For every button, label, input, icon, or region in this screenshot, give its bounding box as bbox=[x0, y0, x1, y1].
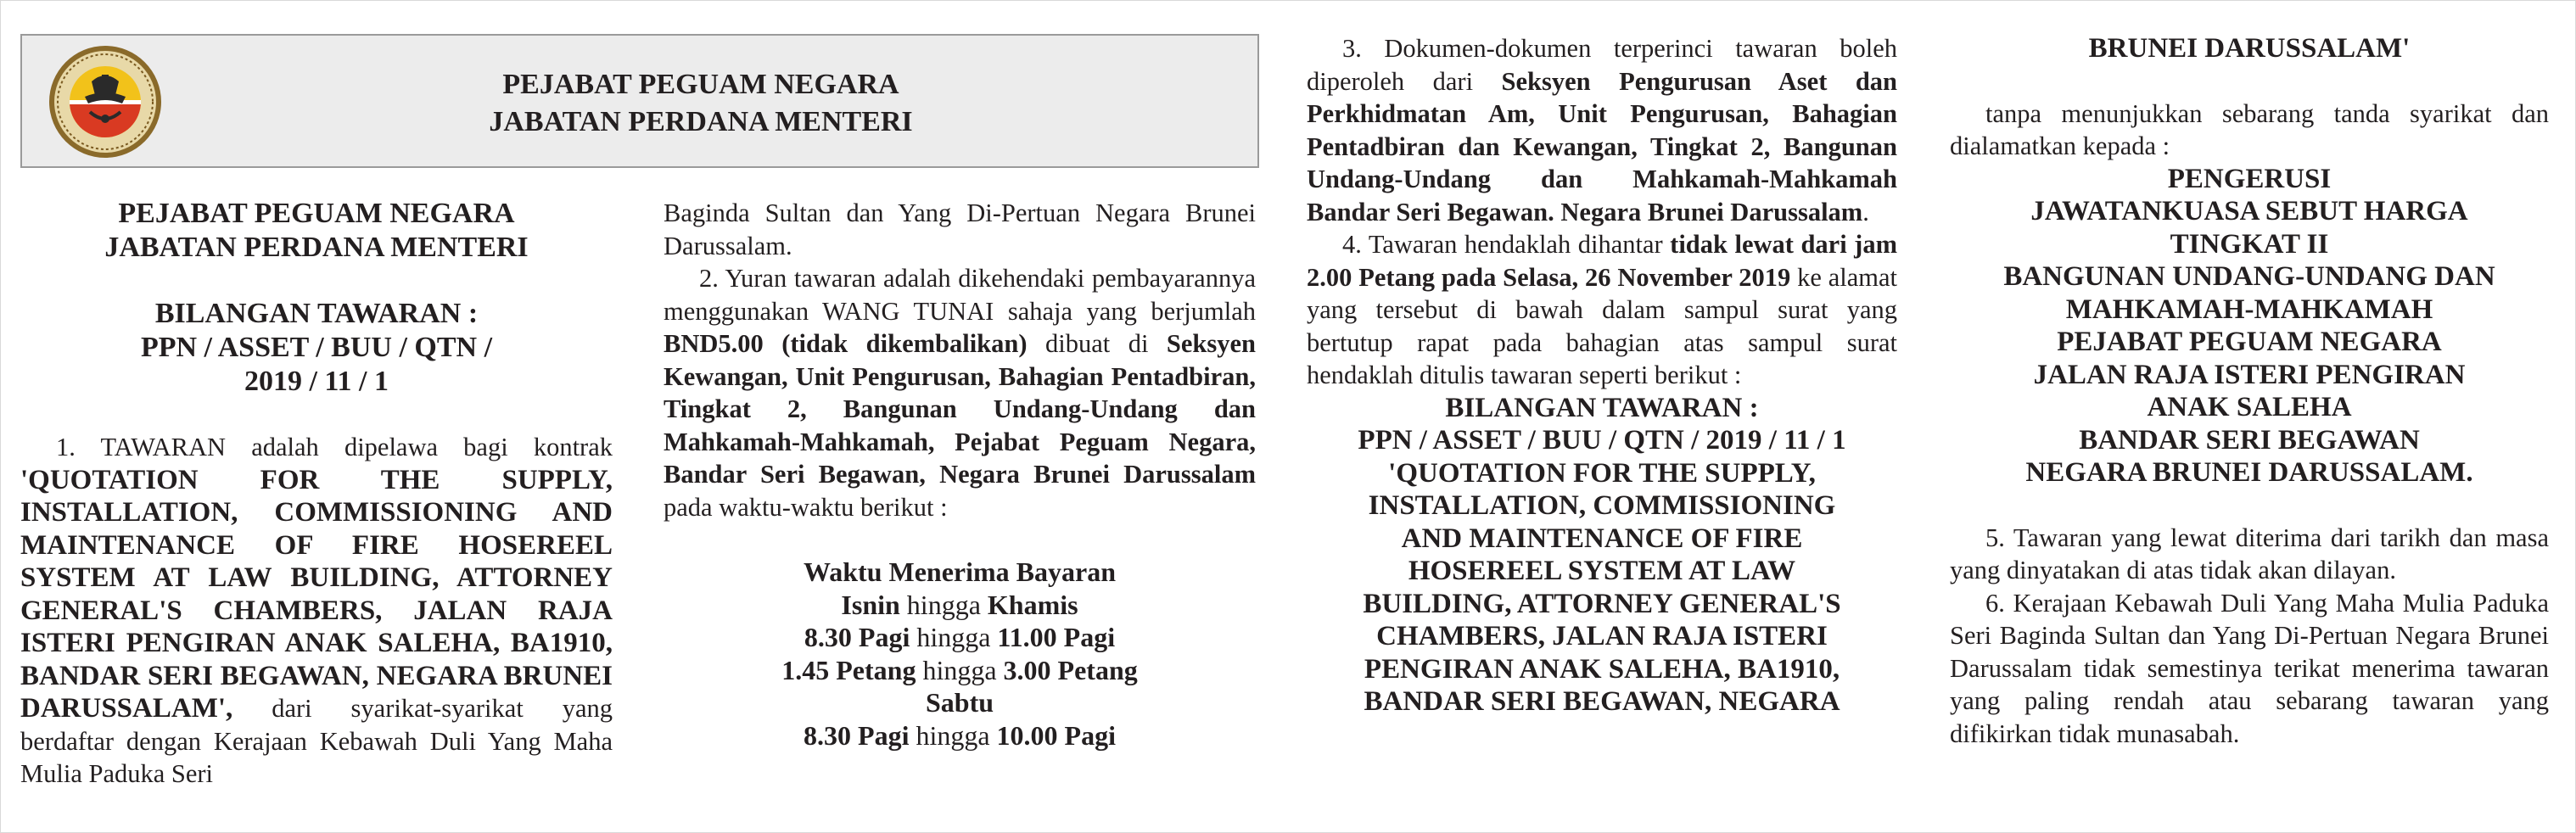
address-line: JALAN RAJA ISTERI PENGIRAN bbox=[2033, 359, 2466, 390]
time-start: 8.30 Pagi bbox=[804, 622, 910, 652]
envelope-title-line: 'QUOTATION FOR THE SUPPLY, bbox=[1388, 457, 1816, 489]
fee-amount: BND5.00 (tidak dikembalikan) bbox=[664, 329, 1028, 358]
header-line-1: PEJABAT PEGUAM NEGARA bbox=[502, 69, 899, 100]
column-2 bbox=[664, 197, 1256, 752]
address-line: BANDAR SERI BEGAWAN bbox=[2079, 424, 2420, 456]
paragraph-3-a: 3. Dokumen-dokumen terperinci tawaran boleh diperoleh dari bbox=[1307, 34, 1897, 96]
schedule-morning bbox=[664, 621, 1256, 654]
envelope-tender-label: BILANGAN TAWARAN : bbox=[1445, 392, 1759, 423]
paragraph-6: 6. Kerajaan Kebawah Duli Yang Maha Mulia Paduka Seri Baginda Sultan dan Yang Di-Pertuan Negara Brunei Darussalam tidak semestinya terikat menerima tawaran yang paling rendah atau sebarang tawaran yang difikirkan tidak munasabah. bbox=[1950, 588, 2549, 748]
envelope-title-line: BRUNEI DARUSSALAM' bbox=[2088, 33, 2411, 64]
paragraph-2-a: 2. Yuran tawaran adalah dikehendaki pembayarannya menggunakan WANG TUNAI sahaja yang berjumlah bbox=[664, 264, 1256, 326]
envelope-label bbox=[1307, 392, 1897, 718]
org-line-2: JABATAN PERDANA MENTERI bbox=[104, 232, 529, 263]
paragraph-1-tail: dari syarikat-syarikat yang berdaftar dengan Kerajaan Kebawah Duli Yang Maha Mulia Paduka Seri bbox=[20, 694, 613, 788]
paragraph-2 bbox=[664, 262, 1256, 523]
time-end: 3.00 Petang bbox=[1003, 654, 1138, 685]
day-end: Khamis bbox=[987, 589, 1078, 620]
range-word: hingga bbox=[899, 589, 988, 620]
government-crest-icon bbox=[48, 44, 163, 159]
address-line: TINGKAT II bbox=[2170, 228, 2329, 260]
time-end: 10.00 Pagi bbox=[996, 719, 1116, 751]
address-line: MAHKAMAH-MAHKAMAH bbox=[2065, 294, 2433, 325]
envelope-title-line: INSTALLATION, COMMISSIONING bbox=[1368, 490, 1836, 521]
schedule-afternoon bbox=[664, 654, 1256, 687]
recipient-address bbox=[1950, 163, 2549, 489]
project-title: 'QUOTATION FOR THE SUPPLY, INSTALLATION, COMMISSIONING AND MAINTENANCE OF FIRE HOSEREEL SYSTEM AT LAW BUILDING, ATTORNEY GENERAL'S CHAMBERS, JALAN RAJA ISTERI PENGIRAN ANAK SALEHA, BA1910, BANDAR SERI BEGAWAN, NEGARA BRUNEI DARUSSALAM', bbox=[20, 464, 613, 724]
address-line: NEGARA BRUNEI DARUSSALAM. bbox=[2025, 457, 2473, 488]
time-end: 11.00 Pagi bbox=[997, 622, 1116, 652]
paragraph-1-lead: 1. TAWARAN adalah dipelawa bagi kontrak bbox=[56, 433, 613, 461]
envelope-title-line: CHAMBERS, JALAN RAJA ISTERI bbox=[1376, 621, 1828, 651]
time-start: 1.45 Petang bbox=[781, 654, 916, 685]
envelope-title-line: HOSEREEL SYSTEM AT LAW bbox=[1408, 556, 1796, 586]
schedule-saturday: Sabtu bbox=[925, 687, 994, 718]
tender-number-heading bbox=[20, 297, 613, 399]
time-start: 8.30 Pagi bbox=[804, 719, 910, 751]
paragraph-5: 5. Tawaran yang lewat diterima dari tarikh dan masa yang dinyatakan di atas tidak akan dilayan. bbox=[1950, 523, 2549, 584]
payment-schedule bbox=[664, 556, 1256, 752]
schedule-title: Waktu Menerima Bayaran bbox=[804, 556, 1116, 587]
address-line: JAWATANKUASA SEBUT HARGA bbox=[2030, 196, 2468, 226]
envelope-tender-number: PPN / ASSET / BUU / QTN / 2019 / 11 / 1 bbox=[1358, 425, 1846, 456]
schedule-weekdays bbox=[664, 589, 1256, 622]
paragraph-4-a: 4. Tawaran hendaklah dihantar bbox=[1342, 230, 1671, 259]
paragraph-1-continued: Baginda Sultan dan Yang Di-Pertuan Negara Brunei Darussalam. bbox=[664, 198, 1256, 260]
range-word: hingga bbox=[916, 654, 1004, 685]
payment-office: Seksyen Kewangan, Unit Pengurusan, Bahagian Pentadbiran, Tingkat 2, Bangunan Undang-Undang dan Mahkamah-Mahkamah, Pejabat Peguam Negara, Bandar Seri Begawan, Negara Brunei Darussalam bbox=[664, 329, 1256, 489]
tender-number-line-1: PPN / ASSET / BUU / QTN / bbox=[140, 332, 493, 363]
day-start: Isnin bbox=[841, 589, 900, 620]
paragraph-2-e: pada waktu-waktu berikut : bbox=[664, 492, 948, 522]
org-heading bbox=[20, 197, 613, 265]
paragraph-3 bbox=[1307, 32, 1897, 228]
documents-office: Seksyen Pengurusan Aset dan Perkhidmatan Am, Unit Pengurusan, Bahagian Pentadbiran dan Kewangan, Tingkat 2, Bangunan Undang-Undang dan Mahkamah-Mahkamah Bandar Seri Begawan. Negara Brunei Darussalam bbox=[1307, 66, 1897, 226]
schedule-saturday-time bbox=[664, 719, 1256, 752]
paragraph-address-intro: tanpa menunjukkan sebarang tanda syarikat dan dialamatkan kepada : bbox=[1950, 98, 2549, 160]
range-word: hingga bbox=[909, 719, 997, 751]
paragraph-2-c: dibuat di bbox=[1027, 329, 1167, 358]
org-line-1: PEJABAT PEGUAM NEGARA bbox=[118, 198, 515, 229]
column-4 bbox=[1950, 32, 2549, 750]
column-1 bbox=[20, 197, 613, 791]
paragraph-3-c: . bbox=[1862, 197, 1869, 226]
address-line: PENGERUSI bbox=[2167, 163, 2332, 194]
address-line: BANGUNAN UNDANG-UNDANG DAN bbox=[2003, 261, 2495, 292]
envelope-title-line: AND MAINTENANCE OF FIRE bbox=[1401, 523, 1803, 554]
range-word: hingga bbox=[910, 622, 998, 652]
paragraph-4 bbox=[1307, 228, 1897, 392]
envelope-title-line: PENGIRAN ANAK SALEHA, BA1910, bbox=[1364, 653, 1840, 685]
submission-deadline: tidak lewat dari jam 2.00 Petang pada Selasa, 26 November 2019 bbox=[1307, 230, 1897, 292]
column-3 bbox=[1307, 32, 1897, 718]
header-banner bbox=[20, 34, 1259, 168]
header-title bbox=[277, 66, 1125, 141]
address-line: ANAK SALEHA bbox=[2147, 392, 2352, 422]
tender-number-line-2: 2019 / 11 / 1 bbox=[244, 366, 389, 397]
paragraph-4-c: ke alamat yang tersebut di bawah dalam sampul surat yang bertutup rapat pada bahagian atas sampul surat hendaklah ditulis tawaran seperti berikut : bbox=[1307, 262, 1898, 389]
envelope-title-line: BUILDING, ATTORNEY GENERAL'S bbox=[1363, 588, 1841, 619]
header-line-2: JABATAN PERDANA MENTERI bbox=[489, 106, 913, 137]
paragraph-1 bbox=[20, 431, 613, 791]
tender-label: BILANGAN TAWARAN : bbox=[154, 298, 479, 329]
address-line: PEJABAT PEGUAM NEGARA bbox=[2057, 327, 2442, 357]
envelope-title-line: BANDAR SERI BEGAWAN, NEGARA bbox=[1364, 686, 1840, 717]
